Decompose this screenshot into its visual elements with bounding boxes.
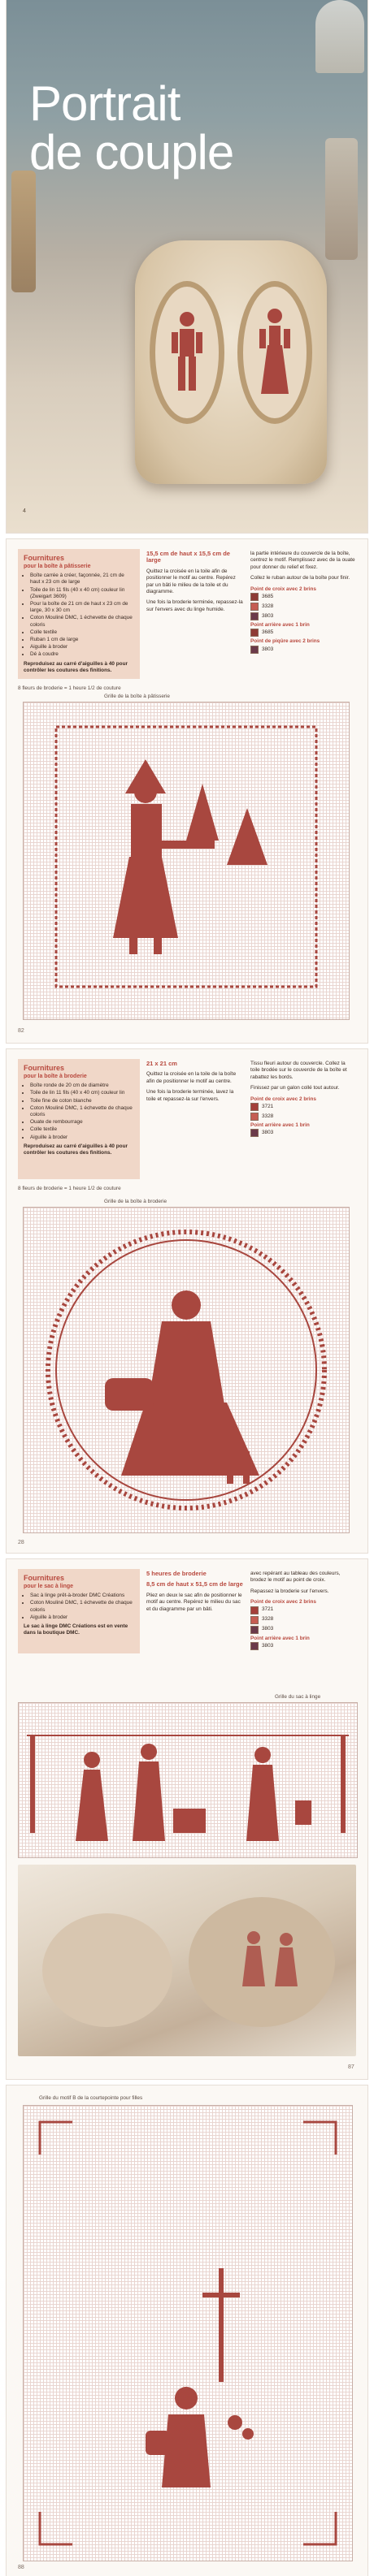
supply-item: • Ruban 1 cm de large xyxy=(30,637,134,643)
supply-item: • Coton Mouliné DMC, 1 échevette de chaque coloris xyxy=(30,615,134,628)
cross-stitch-grid xyxy=(23,2105,353,2561)
supply-item: • Coton Mouliné DMC, 1 échevette de chaque coloris xyxy=(30,1105,134,1118)
page-number: 87 xyxy=(348,2064,354,2070)
page-number: 82 xyxy=(18,1028,24,1034)
swatch xyxy=(250,1606,259,1614)
swatch xyxy=(250,1113,259,1121)
supply-item: • Toile de lin 11 fils (40 x 40 cm) couleur lin xyxy=(30,1090,134,1096)
swatch xyxy=(250,629,259,637)
color-legend: Point de croix avec 2 brins 3721 3328 3803 Point arrière avec 1 brin 3803 xyxy=(250,1599,356,1650)
swatch xyxy=(250,1129,259,1137)
grid-title: Grille de la boîte à pâtisserie xyxy=(104,694,170,699)
cross-stitch-grid xyxy=(18,1702,358,1858)
swatch xyxy=(250,1103,259,1111)
grid-title: Grille du sac à linge xyxy=(275,1694,321,1700)
supply-item: • Toile de lin 11 fils (40 x 40 cm) couleur lin (Zweigart 3609) xyxy=(30,587,134,600)
double-portrait-frame xyxy=(135,240,327,484)
instructions-middle: 21 x 21 cm Quittez la croisée en la toile de la boîte afin de positionner le motif au centre. Une fois la broderie terminée, lavez la toile et repassez-la sur l'envers. xyxy=(146,1060,237,1102)
color-legend: Point de croix avec 2 brins 3685 3328 3803 Point arrière avec 1 brin 3685 Point de piqûre avec 2 brins 3803 xyxy=(250,586,356,654)
supply-item: • Colle textile xyxy=(30,629,134,636)
supplies-box: Fournitures pour la boîte à broderie • Boîte ronde de 20 cm de diamètre • Toile de lin 11 fils (40 x 40 cm) couleur lin • Toile fine de coton blanche • Coton Mouliné DMC, 1 échevette de chaque coloris • Ouate de rembourrage • Colle textile • Aiguille à broder Reproduisez au carré d'aiguilles à 40 pour contrôler les coutures des finitions. xyxy=(18,1059,140,1179)
swatch xyxy=(250,1642,259,1650)
time-caption: 8 fleurs de broderie = 1 heure 1/2 de couture xyxy=(18,685,121,691)
perfume-bottle-left xyxy=(11,171,36,292)
swatch xyxy=(250,612,259,620)
instructions-right: la partie intérieure du couvercle de la boîte, centrez le motif. Remplissez avec de la ouate pour donner du relief et fixez. Collez le ruban autour de la boîte pour finir. Point de croix avec 2 brins 3685 3328 3803 Point arrière avec 1 brin 3685 Point de piqûre avec 2 brins 3803 xyxy=(250,551,356,655)
page-number: 88 xyxy=(18,2565,24,2570)
perfume-bottle-right xyxy=(325,138,358,260)
swatch xyxy=(250,646,259,654)
color-legend: Point de croix avec 2 brins 3721 3328 Point arrière avec 1 brin 3803 xyxy=(250,1096,356,1138)
portrait-oval-man xyxy=(150,281,224,424)
page-number: 28 xyxy=(18,1540,24,1545)
pattern-page-pastry-box xyxy=(7,539,367,1043)
supply-item: • Aiguille à broder xyxy=(30,1614,134,1621)
pattern-page-embroidery-box xyxy=(7,1049,367,1553)
swatch xyxy=(250,1626,259,1634)
candle-holder xyxy=(315,0,364,73)
supplies-note: Reproduisez au carré d'aiguilles à 40 pour contrôler les coutures des finitions. xyxy=(24,1143,128,1156)
pattern-page-quilt-motif xyxy=(7,2085,367,2576)
grid-title: Grille de la boîte à broderie xyxy=(104,1199,167,1204)
cross-stitch-grid xyxy=(23,1207,350,1533)
instructions-middle: 5 heures de broderie 8,5 cm de haut x 51,5 cm de large Pliez en deux le sac afin de positionner le motif au centre. Repérez le milieu du sac et du diagramme par un bâti. xyxy=(146,1570,243,1612)
swatch xyxy=(250,1616,259,1624)
supplies-box: Fournitures pour la boîte à pâtisserie • Boîte carrée à créer, façonnée, 21 cm de haut x 23 cm de large • Toile de lin 11 fils (40 x 40 cm) couleur lin (Zweigart 3609) • Pour la boîte de 21 cm de haut x 23 cm de large, 30 x 30 cm • Coton Mouliné DMC, 1 échevette de chaque coloris • Colle textile • Ruban 1 cm de large • Aiguille à broder • Dé à coudre Reproduisez au carré d'aiguilles à 40 pour contrôler les coutures des finitions. xyxy=(18,549,140,679)
portrait-oval-woman xyxy=(237,281,312,424)
supply-item: • Ouate de rembourrage xyxy=(30,1119,134,1126)
supply-item: • Toile fine de coton blanche xyxy=(30,1098,134,1104)
swatch xyxy=(250,603,259,611)
instructions-right: Tissu fleuri autour du couvercle. Collez la toile brodée sur le couvercle de la boîte et rabattez les bords. Finissez par un galon collé tout autour. Point de croix avec 2 brins 3721 3328 Point arrière avec 1 brin 3803 xyxy=(250,1061,356,1139)
supply-item: • Boîte carrée à créer, façonnée, 21 cm de haut x 23 cm de large xyxy=(30,573,134,586)
supply-item: • Colle textile xyxy=(30,1126,134,1133)
time-caption: 8 fleurs de broderie = 1 heure 1/2 de couture xyxy=(18,1186,121,1191)
cross-stitch-grid xyxy=(23,702,350,1020)
page-title: Portrait de couple xyxy=(29,76,234,180)
supply-item: • Pour la boîte de 21 cm de haut x 23 cm de large, 30 x 30 cm xyxy=(30,601,134,614)
supply-item: • Dé à coudre xyxy=(30,651,134,658)
supplies-box: Fournitures pour le sac à linge • Sac à linge prêt-à-broder DMC Créations • Coton Mouliné DMC, 1 échevette de chaque coloris • Aiguille à broder Le sac à linge DMC Créations est en vente dans la boutique DMC. xyxy=(18,1569,140,1653)
supply-item: • Sac à linge prêt-à-broder DMC Créations xyxy=(30,1593,134,1599)
cover-page xyxy=(7,0,367,533)
page-number: 4 xyxy=(23,508,26,514)
swatch xyxy=(250,593,259,601)
supplies-note: Le sac à linge DMC Créations est en vente dans la boutique DMC. xyxy=(24,1623,128,1636)
supplies-note: Reproduisez au carré d'aiguilles à 40 pour contrôler les coutures des finitions. xyxy=(24,660,128,673)
supply-item: • Coton Mouliné DMC, 1 échevette de chaque coloris xyxy=(30,1600,134,1613)
laundry-bag-photo xyxy=(18,1865,356,2056)
grid-title: Grille du motif B de la courtepointe pour filles xyxy=(39,2095,143,2101)
pattern-page-laundry-bag xyxy=(7,1559,367,2079)
supply-item: • Aiguille à broder xyxy=(30,644,134,650)
instructions-right: avec repérant au tableau des couleurs, brodez le motif au point de croix. Repassez la broderie sur l'envers. Point de croix avec 2 brins 3721 3328 3803 Point arrière avec 1 brin 3803 xyxy=(250,1571,356,1652)
supply-item: • Boîte ronde de 20 cm de diamètre xyxy=(30,1083,134,1089)
instructions-middle: 15,5 cm de haut x 15,5 cm de large Quittez la croisée en la toile afin de positionner le motif au centre. Repérez par un bâti le milieu de la toile et du diagramme. Une fois la broderie terminée, repassez-la sur l'envers avec du linge humide. xyxy=(146,550,243,612)
supply-item: • Aiguille à broder xyxy=(30,1135,134,1141)
